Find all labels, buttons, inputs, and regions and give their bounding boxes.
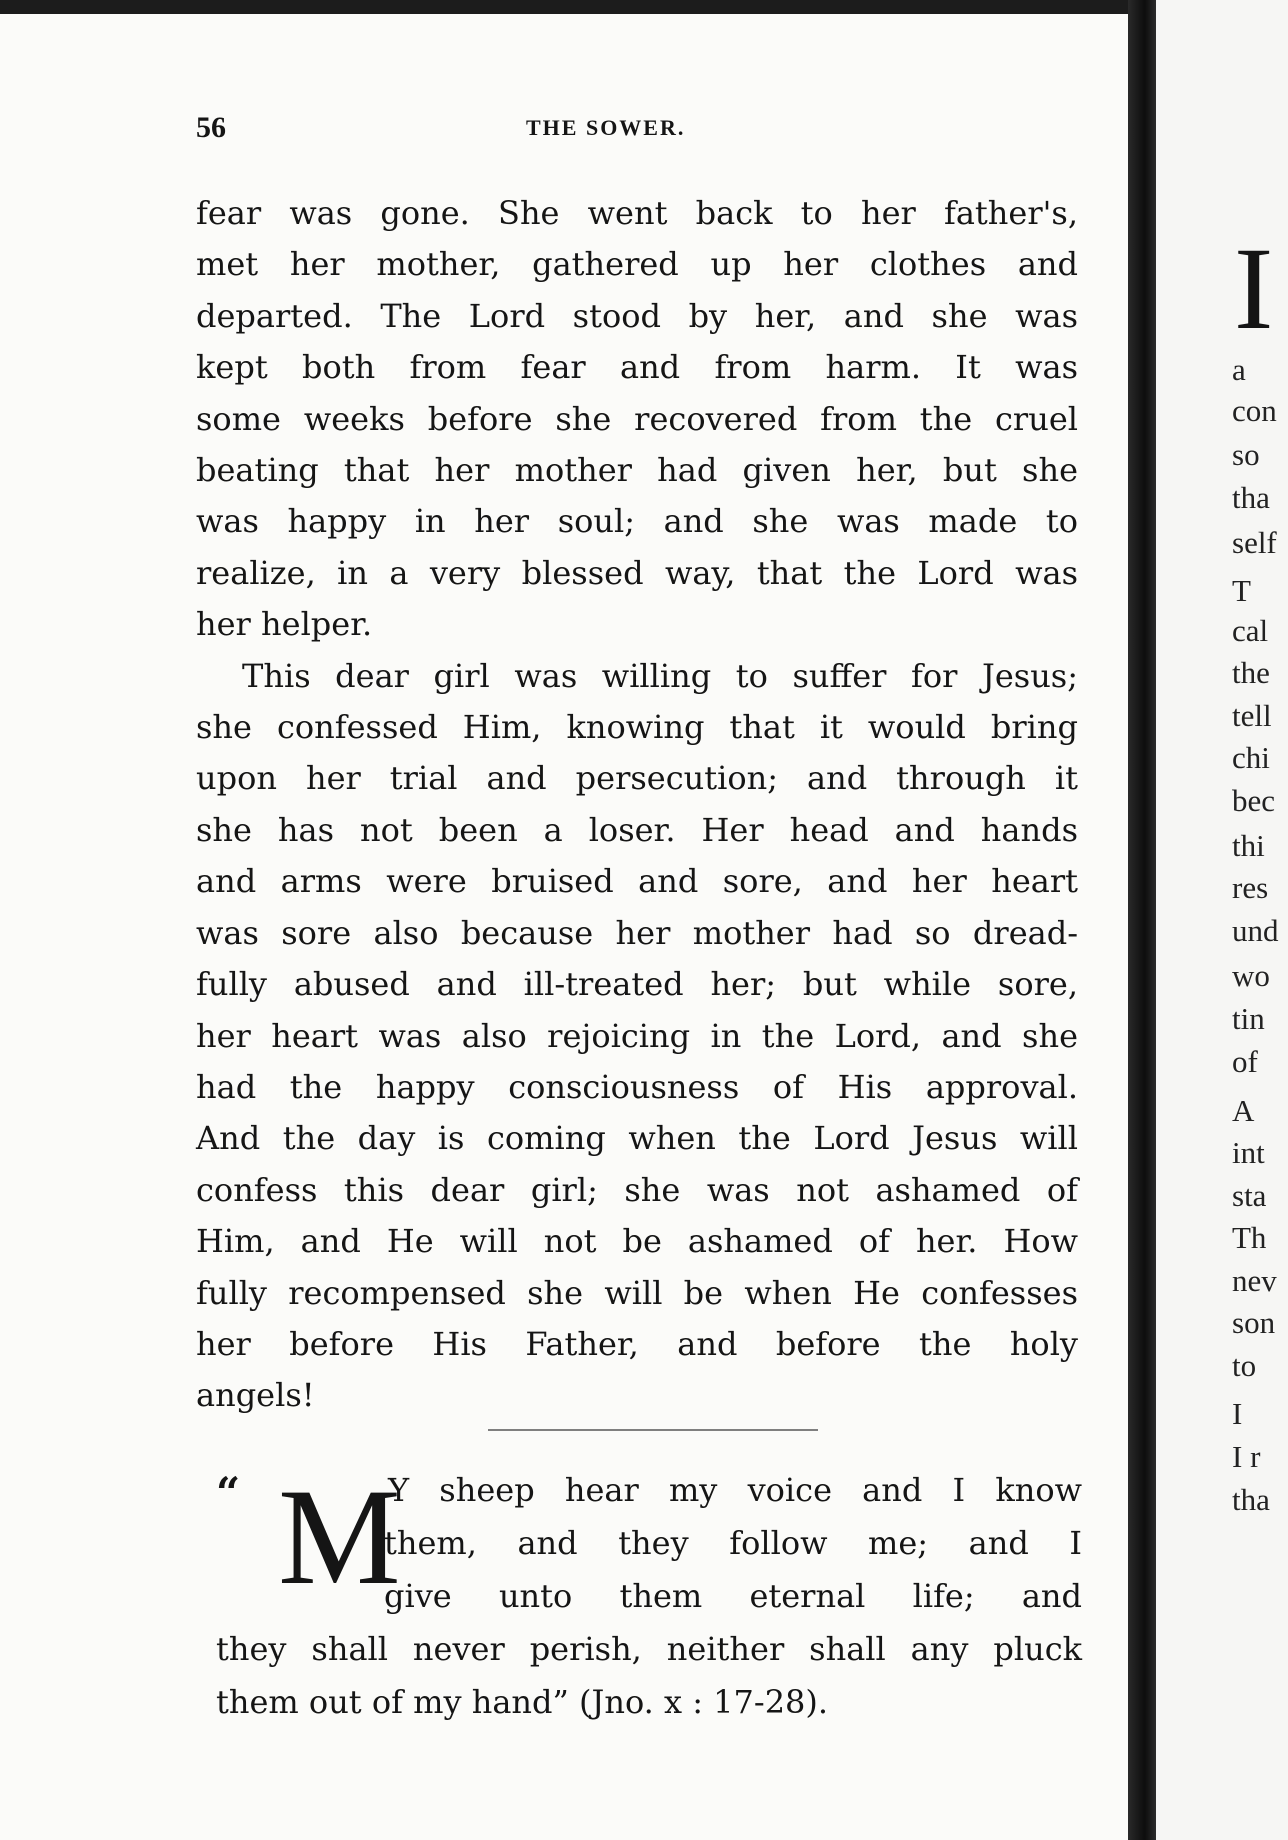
paragraph-1 <box>196 188 1078 651</box>
facing-page-fragment: I <box>1232 1396 1243 1431</box>
text-line: kept both from fear and from harm. It was <box>196 348 1078 387</box>
facing-page-fragment: tin <box>1232 1001 1265 1036</box>
facing-page-fragment: Th <box>1232 1220 1267 1255</box>
text-line: was happy in her soul; and she was made to <box>196 502 1078 541</box>
text-line: And the day is coming when the Lord Jesus will <box>196 1119 1078 1158</box>
facing-page-fragment: int <box>1232 1135 1265 1170</box>
quote-line: them, and they follow me; and I <box>384 1524 1082 1562</box>
text-line: Him, and He will not be ashamed of her. How <box>196 1222 1078 1261</box>
text-line: realize, in a very blessed way, that the Lord was <box>196 553 1078 592</box>
text-line: her heart was also rejoicing in the Lord, and she <box>196 1016 1078 1055</box>
text-line: her helper. <box>196 605 373 644</box>
text-line: had the happy consciousness of His approval. <box>196 1067 1078 1106</box>
text-line: and arms were bruised and sore, and her heart <box>196 862 1078 901</box>
text-line: she confessed Him, knowing that it would bring <box>196 708 1078 747</box>
page-number: 56 <box>196 111 226 144</box>
text-line: her before His Father, and before the holy <box>196 1324 1078 1363</box>
text-line: fully abused and ill-treated her; but while sore, <box>196 965 1078 1004</box>
running-title: THE SOWER. <box>526 115 686 140</box>
facing-page-fragment: tha <box>1232 480 1270 515</box>
facing-page-fragment: of <box>1232 1044 1258 1079</box>
facing-page-fragment: nev <box>1232 1263 1277 1298</box>
facing-page-fragment: the <box>1232 655 1270 690</box>
text-line: fully recompensed she will be when He confesses <box>196 1273 1078 1312</box>
drop-cap: M <box>278 1460 401 1613</box>
facing-page-fragment: a <box>1232 352 1246 387</box>
facing-page-fragment: bec <box>1232 783 1276 818</box>
text-line: fear was gone. She went back to her father's, <box>196 194 1078 232</box>
facing-page-fragment: to <box>1232 1348 1257 1383</box>
facing-page-fragment: self <box>1232 525 1277 560</box>
text-line: met her mother, gathered up her clothes and <box>196 245 1078 284</box>
facing-page-initial: I <box>1234 223 1274 354</box>
facing-page-fragment: son <box>1232 1305 1276 1340</box>
book-gutter <box>1128 0 1156 1840</box>
facing-page-fragment: res <box>1232 870 1269 905</box>
text-line: upon her trial and persecution; and through it <box>196 759 1078 798</box>
facing-page-fragment: con <box>1232 393 1277 428</box>
quote-line: them out of my hand” (Jno. x : 17-28). <box>216 1683 829 1721</box>
text-line: confess this dear girl; she was not ashamed of <box>196 1170 1078 1209</box>
facing-page-fragment: A <box>1232 1093 1255 1128</box>
scripture-quote <box>216 1460 1082 1729</box>
text-line: was sore also because her mother had so dread- <box>196 913 1078 952</box>
quote-line: give unto them eternal life; and <box>384 1577 1082 1615</box>
facing-page-fragment: wo <box>1232 958 1270 993</box>
quote-line: Y sheep hear my voice and I know <box>388 1471 1082 1509</box>
facing-page-fragment: I r <box>1232 1439 1261 1474</box>
section-divider <box>488 1429 818 1431</box>
facing-page-fragment: cal <box>1232 613 1269 648</box>
text-line: This dear girl was willing to suffer for Jesus; <box>242 656 1078 695</box>
facing-page-fragment: chi <box>1232 740 1270 775</box>
text-line: she has not been a loser. Her head and hands <box>196 810 1078 849</box>
facing-page-fragment: tha <box>1232 1482 1270 1517</box>
text-line: some weeks before she recovered from the cruel <box>196 399 1078 438</box>
facing-page-fragment: so <box>1232 437 1260 472</box>
paragraph-2 <box>196 651 1078 1422</box>
facing-page-fragment: sta <box>1232 1178 1267 1213</box>
facing-page-fragment: T <box>1232 573 1251 608</box>
facing-page-fragment: und <box>1232 913 1279 948</box>
quote-line: they shall never perish, neither shall any pluck <box>216 1630 1082 1668</box>
page-header <box>196 111 1086 151</box>
text-line: beating that her mother had given her, but she <box>196 451 1078 490</box>
facing-page-fragment: thi <box>1232 828 1265 863</box>
facing-page <box>1156 0 1288 1840</box>
body-text <box>196 188 1078 1422</box>
text-line: angels! <box>196 1376 315 1415</box>
text-line: departed. The Lord stood by her, and she was <box>196 296 1078 335</box>
open-quote-mark: “ <box>216 1468 241 1517</box>
facing-page-fragment: tell <box>1232 698 1272 733</box>
